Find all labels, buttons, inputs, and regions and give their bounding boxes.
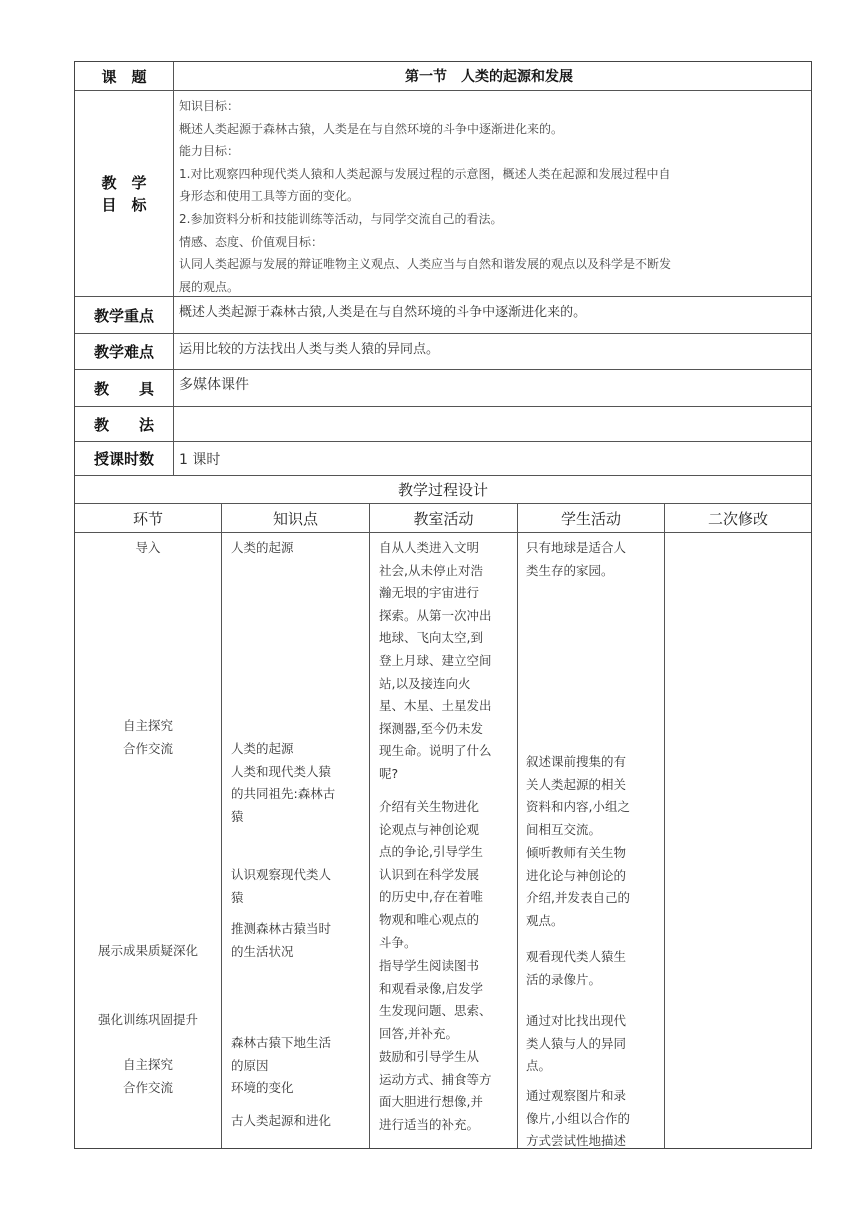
student-item: 观看现代类人猿生 活的录像片。 (526, 949, 627, 987)
tools-value: 多媒体课件 (179, 377, 249, 393)
teacher-column (370, 533, 518, 1148)
goals-line: 1.对比观察四种现代类人猿和人类起源与发展过程的示意图，概述人类在起源和发展过程中自 (179, 166, 671, 181)
method-label: 教 法 (75, 407, 174, 441)
student-item: 倾听教师有关生物 进化论与神创论的 介绍,并发表自己的 观点。 (526, 845, 630, 928)
hours-label: 授课时数 (75, 442, 174, 475)
key-point-value: 概述人类起源于森林古猿,人类是在与自然环境的斗争中逐渐进化来的。 (179, 305, 587, 320)
student-item: 通过对比找出现代 类人猿与人的异同 点。 (526, 1013, 627, 1074)
lesson-plan-table (74, 61, 812, 1149)
col-header-revision: 二次修改 (707, 509, 768, 528)
tools-label: 教 具 (75, 370, 174, 406)
teacher-item: 鼓励和引导学生从 运动方式、捕食等方 面大胆进行想像,并 进行适当的补充。 (379, 1049, 492, 1132)
stage-item: 强化训练巩固提升 (97, 1012, 198, 1027)
stage-item: 导入 (135, 540, 161, 555)
col-header-knowledge: 知识点 (222, 504, 370, 532)
col-header-stage: 环节 (75, 504, 222, 532)
process-body (75, 533, 811, 1148)
knowledge-item: 认识观察现代类人 猿 (231, 867, 332, 905)
teacher-item: 介绍有关生物进化 论观点与神创论观 点的争论,引导学生 认识到在科学发展 的历史中,存在着唯 物观和唯心观点的 斗争。 (379, 799, 483, 950)
goals-line: 认同人类起源与发展的辩证唯物主义观点、人类应当与自然和谐发展的观点以及科学是不断发 (179, 257, 672, 272)
student-item: 叙述课前搜集的有 关人类起源的相关 资料和内容,小组之 间相互交流。 (526, 754, 630, 837)
goals-label: 教 学 目 标 (75, 91, 174, 296)
difficulty-row (75, 334, 811, 370)
hours-value: 1 课时 (179, 451, 221, 468)
knowledge-column (222, 533, 370, 1148)
difficulty-value: 运用比较的方法找出人类与类人猿的异同点。 (179, 342, 440, 357)
goals-line: 能力目标： (179, 144, 240, 159)
method-row (75, 407, 811, 442)
goals-line: 2.参加资料分析和技能训练等活动，与同学交流自己的看法。 (179, 211, 503, 226)
process-header-row (75, 504, 811, 533)
topic-label: 课 题 (75, 62, 174, 90)
knowledge-item: 人类的起源 (231, 540, 294, 555)
revision-column (665, 533, 811, 1148)
teacher-item: 指导学生阅读图书 和观看录像,启发学 生发现问题、思索、 回答,并补充。 (379, 958, 492, 1041)
process-title-row (75, 476, 811, 504)
student-item: 只有地球是适合人 类生存的家园。 (526, 540, 627, 578)
goals-line: 知识目标： (179, 99, 240, 113)
method-value (179, 407, 805, 441)
difficulty-label: 教学难点 (75, 334, 174, 369)
topic-row (75, 62, 811, 91)
hours-row (75, 442, 811, 476)
col-header-student: 学生活动 (518, 504, 665, 532)
student-column (518, 533, 665, 1148)
knowledge-item: 推测森林古猿当时 的生活状况 (231, 921, 332, 959)
goals-line: 展的观点。 (179, 279, 240, 294)
process-title: 教学过程设计 (397, 481, 488, 499)
knowledge-item: 古人类起源和进化 (231, 1113, 332, 1128)
teacher-item: 自从人类进入文明 社会,从未停止对浩 瀚无垠的宇宙进行 探索。从第一次冲出 地球、飞向太空,到 登上月球、建立空间 站,以及接连向火 星、木星、土星发出 探测器,至今仍未发 现生命。说明了什么 呢? (379, 540, 492, 781)
col-header-teacher: 教室活动 (370, 504, 518, 532)
stage-item: 展示成果质疑深化 (97, 943, 198, 958)
key-point-label: 教学重点 (75, 297, 174, 333)
goals-row (75, 91, 811, 297)
goals-content (179, 95, 805, 298)
topic-value: 第一节 人类的起源和发展 (405, 69, 573, 85)
knowledge-item: 人类的起源 人类和现代类人猿 的共同祖先:森林古 猿 (231, 741, 336, 824)
student-item: 通过观察图片和录 像片,小组以合作的 方式尝试性地描述 (526, 1088, 630, 1149)
knowledge-item: 森林古猿下地生活 的原因 环境的变化 (231, 1035, 332, 1096)
goals-line: 身形态和使用工具等方面的变化。 (179, 189, 360, 204)
goals-line: 情感、态度、价值观目标： (179, 234, 324, 249)
stage-column (75, 533, 222, 1148)
stage-item: 自主探究 合作交流 (122, 718, 173, 756)
tools-row (75, 370, 811, 407)
stage-item: 自主探究 合作交流 (122, 1057, 173, 1095)
goals-line: 概述人类起源于森林古猿，人类是在与自然环境的斗争中逐渐进化来的。 (179, 121, 564, 136)
key-point-row (75, 297, 811, 334)
